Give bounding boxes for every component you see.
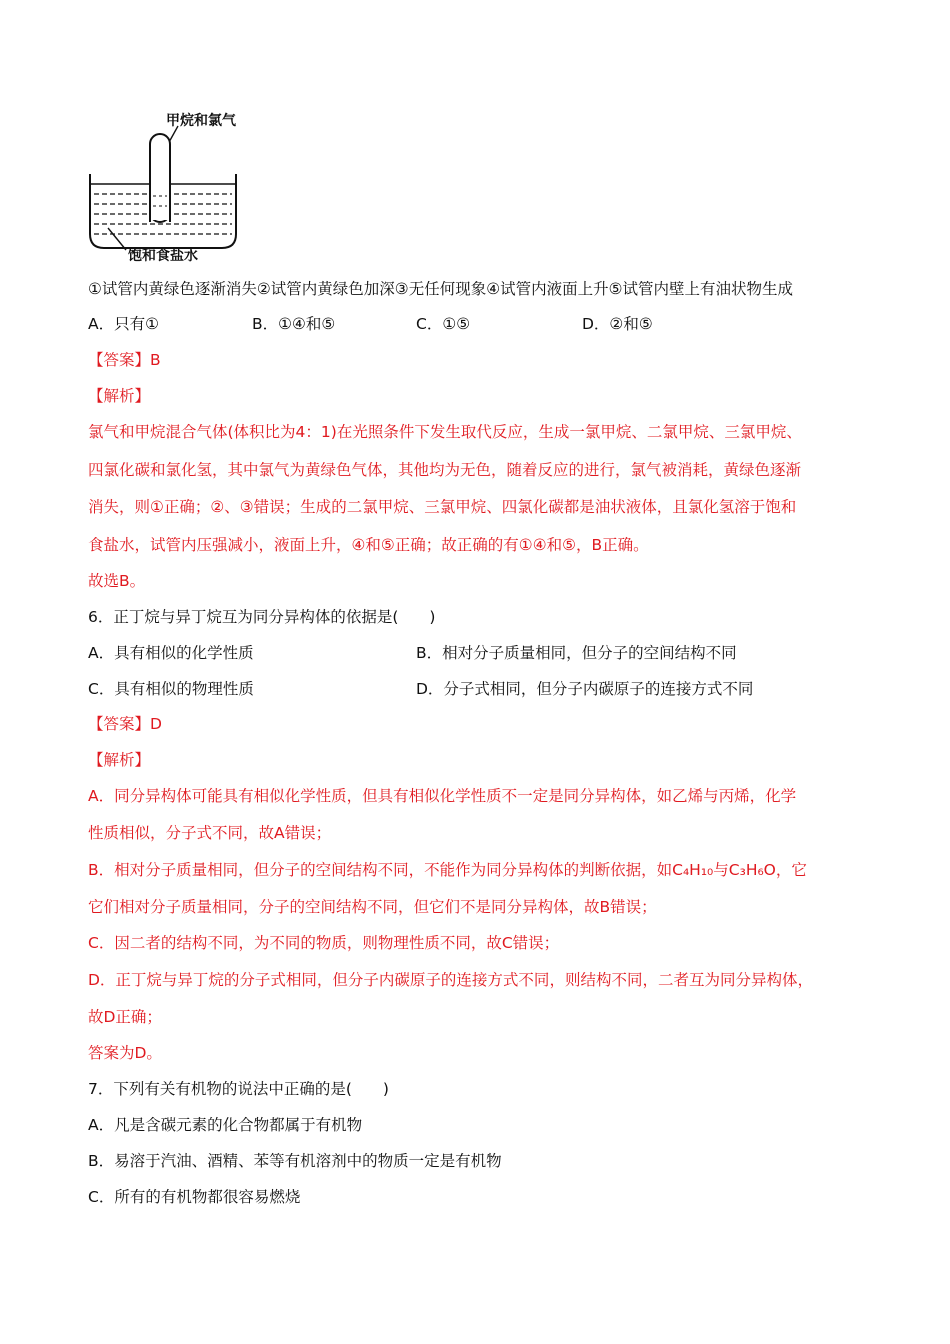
q5-analysis-line: 四氯化碳和氯化氢，其中氯气为黄绿色气体，其他均为无色，随着反应的进行，氯气被消耗，黄绿色逐渐 — [88, 461, 802, 479]
q7-stem: 7．下列有关有机物的说法中正确的是( ) — [88, 1080, 389, 1098]
q6-analysis-line: A．同分异构体可能具有相似化学性质，但具有相似化学性质不一定是同分异构体，如乙烯与丙烯，化学 — [88, 787, 797, 805]
q5-analysis-line: 食盐水，试管内压强减小，液面上升，④和⑤正确；故正确的有①④和⑤，B正确。 — [88, 536, 649, 554]
q6-stem: 6．正丁烷与异丁烷互为同分异构体的依据是( ) — [88, 608, 436, 626]
q6-analysis-line-b — [88, 860, 807, 880]
figure-label-top: 甲烷和氯气 — [166, 113, 236, 129]
q6-analysis-heading: 【解析】 — [88, 751, 151, 769]
q5-answer: 【答案】B — [88, 351, 161, 369]
q6-analysis-line: 故D正确； — [88, 1008, 162, 1026]
q7-option-b: B．易溶于汽油、酒精、苯等有机溶剂中的物质一定是有机物 — [88, 1152, 502, 1170]
q6-analysis-line: C．因二者的结构不同，为不同的物质，则物理性质不同，故C错误； — [88, 934, 560, 952]
experiment-figure — [86, 104, 256, 266]
figure-label-bottom: 饱和食盐水 — [128, 248, 198, 264]
q5-analysis-line: 氯气和甲烷混合气体(体积比为4：1)在光照条件下发生取代反应，生成一氯甲烷、二氯甲烷、三氯甲烷、 — [88, 423, 802, 441]
q5-option-b: B．①④和⑤ — [252, 315, 336, 333]
q5-option-a: A．只有① — [88, 315, 159, 333]
q6-analysis-line: 它们相对分子质量相同，分子的空间结构不同，但它们不是同分异构体，故B错误； — [88, 898, 657, 916]
q6-option-a: A．具有相似的化学性质 — [88, 644, 254, 662]
q5-option-d: D．②和⑤ — [582, 315, 653, 333]
q5-analysis-heading: 【解析】 — [88, 387, 151, 405]
formula-tail: ，它 — [775, 861, 807, 879]
q5-analysis-line: 消失，则①正确；②、③错误；生成的二氯甲烷、三氯甲烷、四氯化碳都是油状液体，且氯化氢溶于饱和 — [88, 498, 797, 516]
q7-option-a: A．凡是含碳元素的化合物都属于有机物 — [88, 1116, 363, 1134]
formula-joiner: 与 — [713, 861, 729, 879]
q6-option-b: B．相对分子质量相同，但分子的空间结构不同 — [416, 644, 737, 662]
q5-statements: ①试管内黄绿色逐渐消失②试管内黄绿色加深③无任何现象④试管内液面上升⑤试管内壁上有油状物生成 — [88, 280, 793, 298]
q6-option-d: D．分子式相同，但分子内碳原子的连接方式不同 — [416, 680, 754, 698]
q5-option-c: C．①⑤ — [416, 315, 471, 333]
q6-analysis-line: 性质相似，分子式不同，故A错误； — [88, 824, 332, 842]
q6-answer: 【答案】D — [88, 715, 162, 733]
q5-conclusion: 故选B。 — [88, 572, 146, 590]
formula-c3h6o: C₃H₆O — [728, 861, 776, 879]
q6-analysis-text: B．相对分子质量相同，但分子的空间结构不同，不能作为同分异构体的判断依据，如 — [88, 861, 673, 879]
q6-analysis-line: D．正丁烷与异丁烷的分子式相同，但分子内碳原子的连接方式不同，则结构不同，二者互为同分异构体， — [88, 971, 813, 989]
q7-option-c: C．所有的有机物都很容易燃烧 — [88, 1188, 301, 1206]
formula-c4h10: C₄H₁₀ — [672, 861, 714, 879]
q6-conclusion: 答案为D。 — [88, 1044, 162, 1062]
q6-option-c: C．具有相似的物理性质 — [88, 680, 254, 698]
